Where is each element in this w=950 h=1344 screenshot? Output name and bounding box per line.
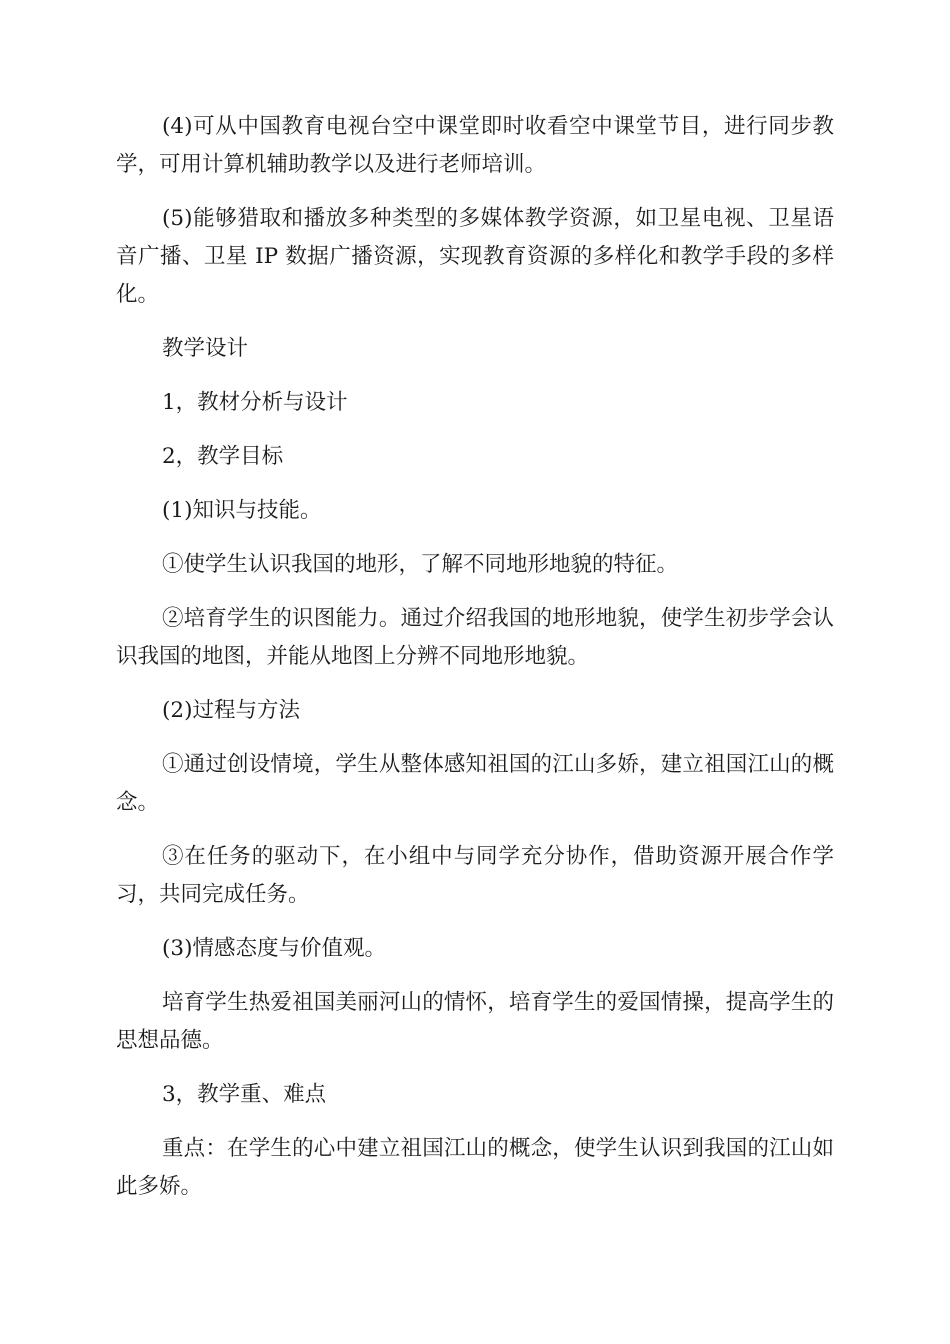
subitem-emotion-values: (3)情感态度与价值观。 <box>162 936 386 961</box>
point-task-driven: ③在任务的驱动下，在小组中与同学充分协作，借助资源开展合作学习，共同完成任务。 <box>116 844 834 907</box>
subitem-knowledge-skills: (1)知识与技能。 <box>162 498 322 523</box>
item-1-material-analysis: 1，教材分析与设计 <box>162 390 348 415</box>
paragraph-4-satellite-classroom: (4)可从中国教育电视台空中课堂即时收看空中课堂节目，进行同步教学，可用计算机辅助教学以及进行老师培训。 <box>116 114 834 177</box>
subitem-process-method: (2)过程与方法 <box>162 698 300 723</box>
point-map-reading: ②培育学生的识图能力。通过介绍我国的地形地貌，使学生初步学会认识我国的地图，并能从地图上分辨不同地形地貌。 <box>116 606 834 669</box>
item-2-teaching-goals: 2，教学目标 <box>162 444 284 469</box>
point-create-situation: ①通过创设情境，学生从整体感知祖国的江山多娇，建立祖国江山的概念。 <box>116 752 834 815</box>
paragraph-5-multimedia-resources: (5)能够猎取和播放多种类型的多媒体教学资源，如卫星电视、卫星语音广播、卫星 IP 数据广播资源，实现教育资源的多样化和教学手段的多样化。 <box>116 206 834 307</box>
document-body <box>116 108 834 1222</box>
paragraph-key-point: 重点：在学生的心中建立祖国江山的概念，使学生认识到我国的江山如此多娇。 <box>116 1136 834 1199</box>
paragraph-patriotism: 培育学生热爱祖国美丽河山的情怀，培育学生的爱国情操，提高学生的思想品德。 <box>116 990 834 1053</box>
point-recognize-terrain: ①使学生认识我国的地形，了解不同地形地貌的特征。 <box>162 552 679 577</box>
section-heading-teaching-design: 教学设计 <box>162 336 249 361</box>
item-3-key-difficult-points: 3，教学重、难点 <box>162 1082 327 1107</box>
